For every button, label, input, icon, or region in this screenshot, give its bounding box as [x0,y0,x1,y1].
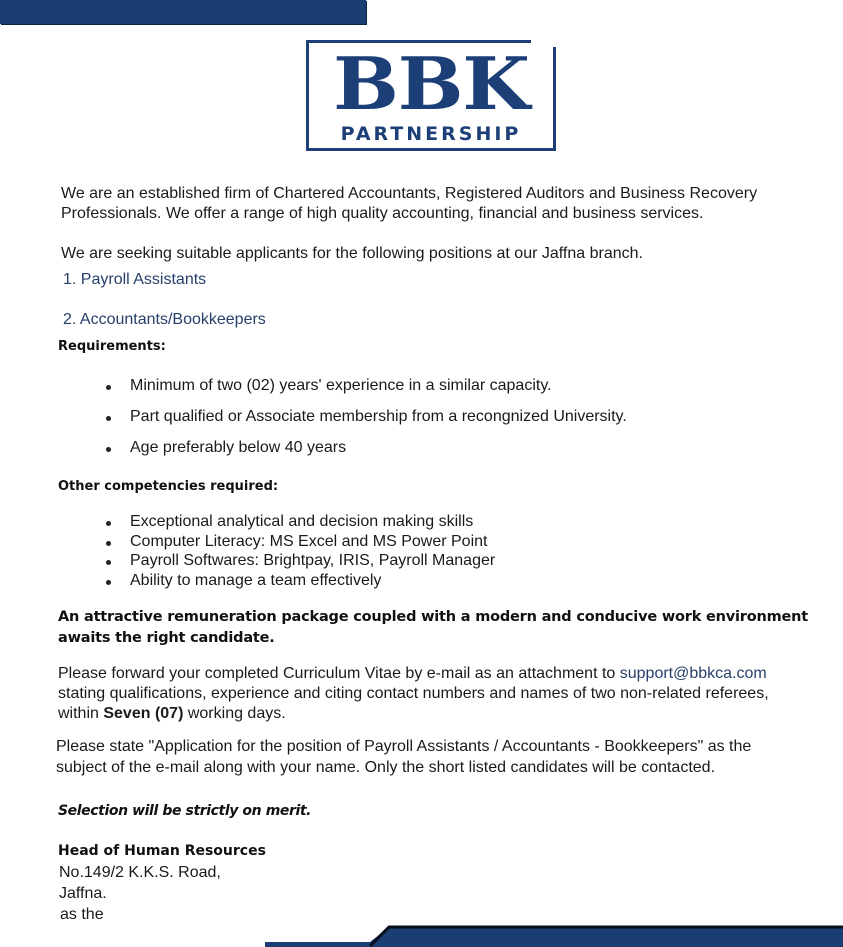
deadline-days: Seven (07) [103,705,184,722]
requirements-heading: Requirements: [58,339,166,354]
logo-wordmark: BBK [333,41,529,126]
remuneration-line-1: An attractive remuneration package coupled with a modern and conducive work environment [58,609,809,625]
email-link[interactable]: support@bbkca.com [619,665,767,682]
competency-item: Exceptional analytical and decision making skills [106,512,495,532]
logo-subtitle: PARTNERSHIP [340,123,522,145]
requirement-item: Minimum of two (02) years' experience in a similar capacity. [106,376,627,407]
subject-note-line-1: Please state "Application for the position of Payroll Assistants / Accountants - Bookkeepers" as the [56,738,752,755]
competencies-list [106,512,495,590]
position-payroll-assistants: 1. Payroll Assistants [63,271,207,288]
bbk-partnership-logo [306,40,556,151]
contact-title: Head of Human Resources [58,843,266,859]
competency-item: Ability to manage a team effectively [106,571,495,591]
competency-item: Computer Literacy: MS Excel and MS Power Point [106,532,495,552]
contact-address-line-1: No.149/2 K.K.S. Road, [59,864,221,881]
requirements-list [106,376,627,469]
apply-line-1-text: Please forward your completed Curriculum Vitae by e-mail as an attachment to [58,665,620,682]
requirement-item: Age preferably below 40 years [106,438,627,469]
remuneration-line-2: awaits the right candidate. [58,630,275,646]
merit-statement: Selection will be strictly on merit. [58,803,312,819]
contact-trailing-text: as the [60,906,104,923]
contact-address-line-2: Jaffna. [59,885,107,902]
competencies-heading: Other competencies required: [58,479,279,494]
requirement-item: Part qualified or Associate membership from a recongnized University. [106,407,627,438]
remuneration-statement [58,607,808,649]
intro-line-1: We are an established firm of Chartered Accountants, Registered Auditors and Business Recovery [61,185,758,202]
apply-line-3 [58,704,286,724]
bottom-band-shape [265,928,843,947]
seeking-text: We are seeking suitable applicants for the following positions at our Jaffna branch. [61,245,643,262]
bottom-accent-band [0,925,843,947]
apply-line-3-prefix: within [58,705,104,722]
competency-item: Payroll Softwares: Brightpay, IRIS, Payroll Manager [106,551,495,571]
intro-line-2: Professionals. We offer a range of high quality accounting, financial and business services. [61,205,704,222]
apply-line-1 [58,664,767,684]
apply-line-3-suffix: working days. [183,705,286,722]
position-accountants-bookkeepers: 2. Accountants/Bookkeepers [63,311,266,328]
apply-line-2: stating qualifications, experience and citing contact numbers and names of two non-related referees, [58,685,769,702]
top-accent-bar [0,0,366,24]
subject-note-line-2: subject of the e-mail along with your name. Only the short listed candidates will be contacted. [56,759,716,776]
